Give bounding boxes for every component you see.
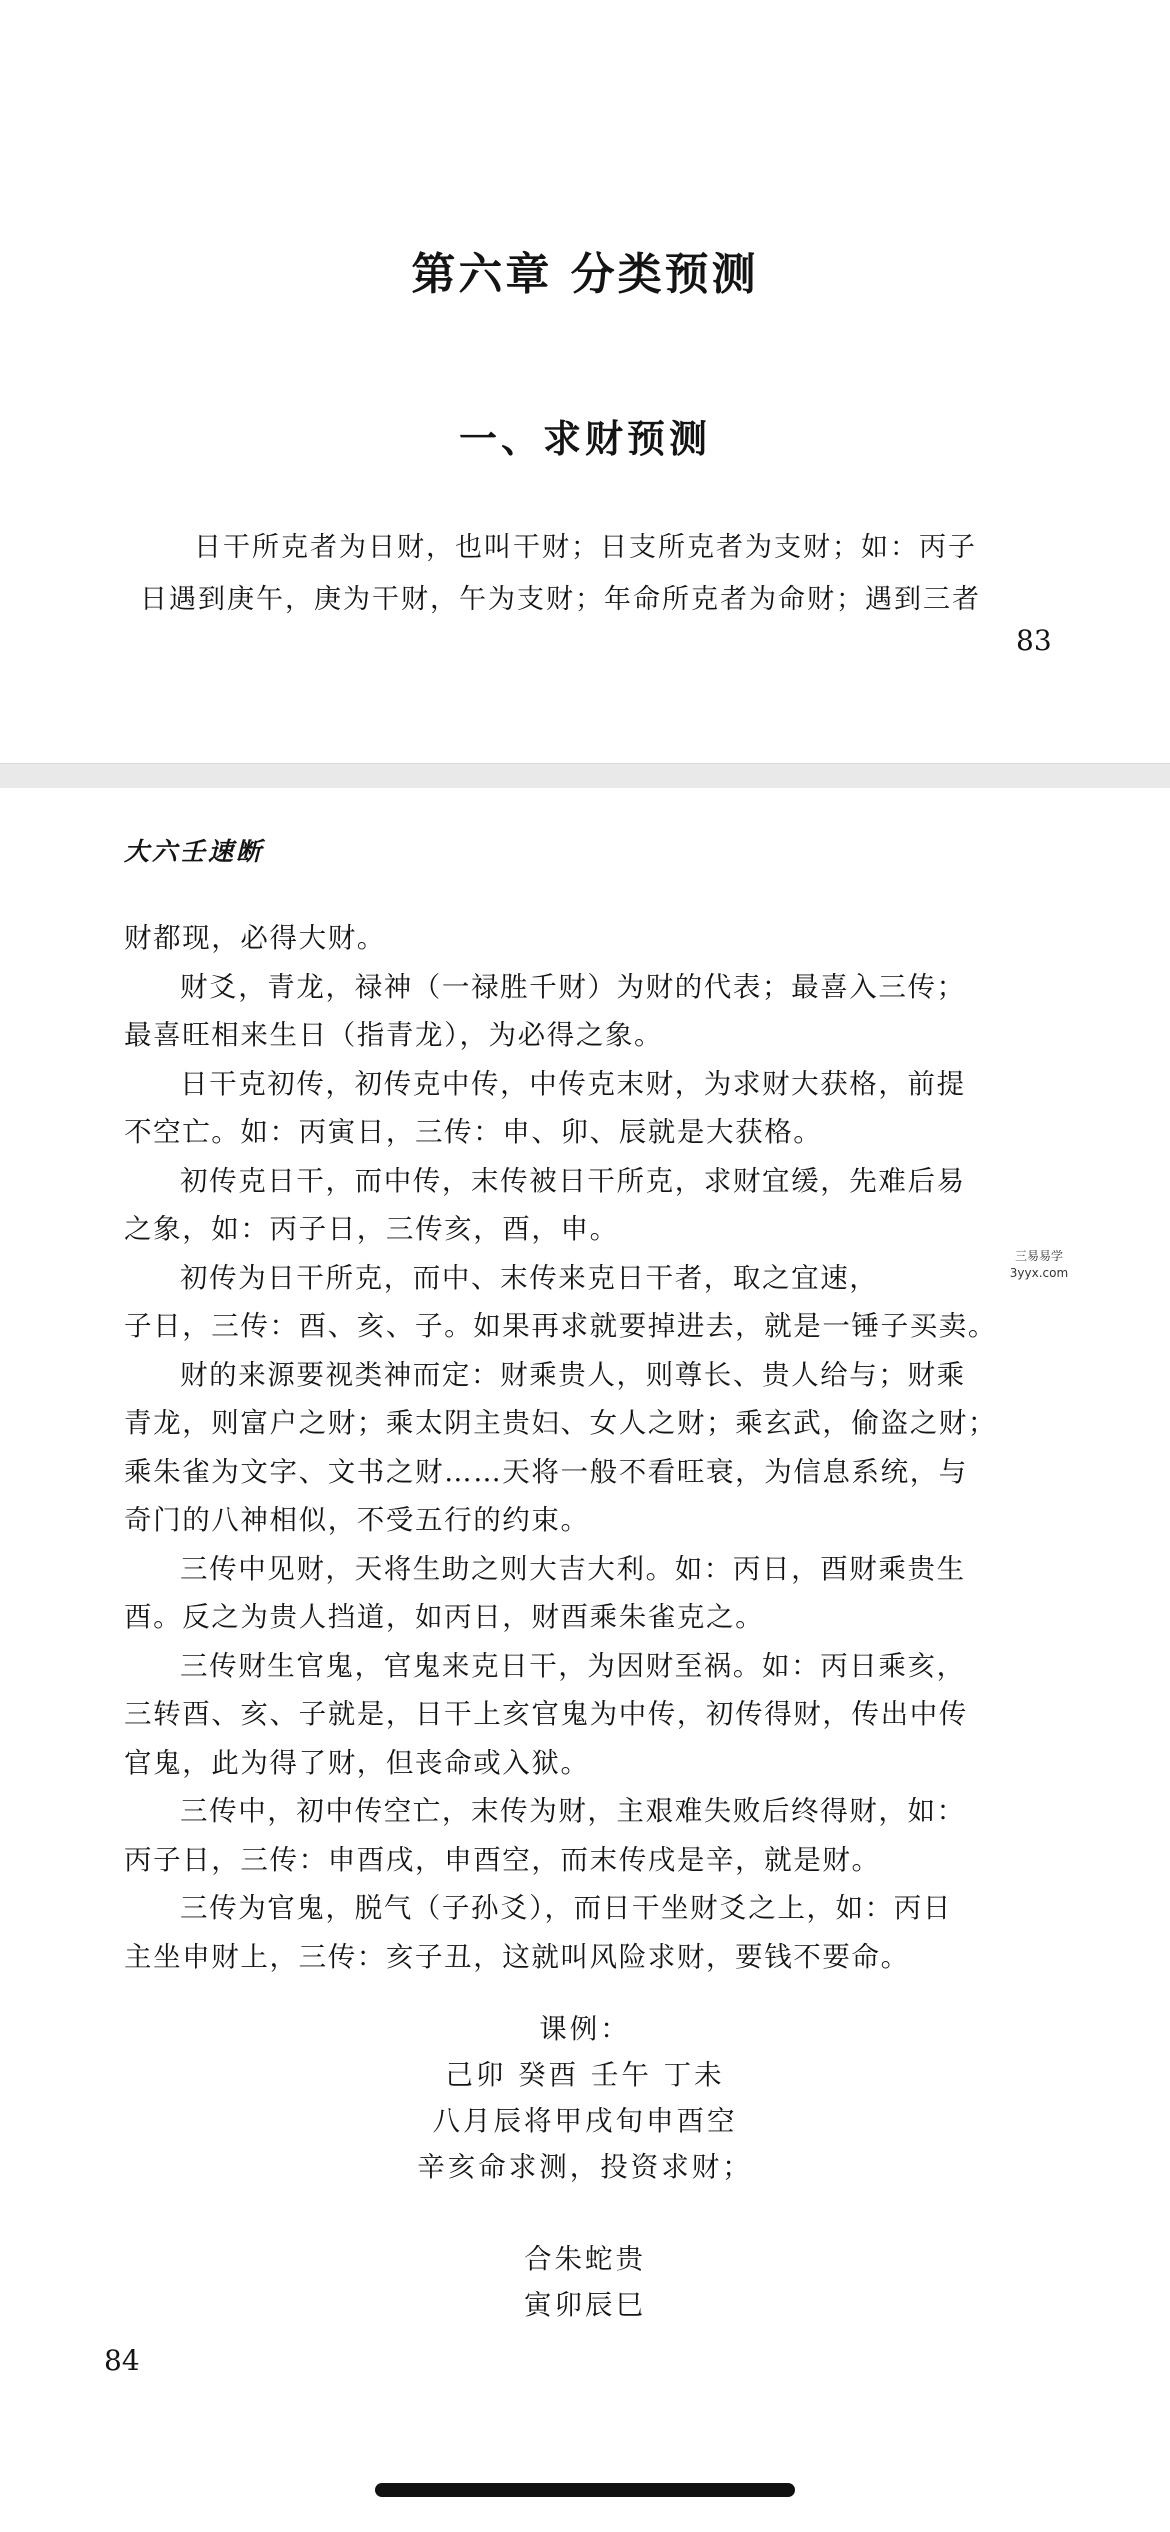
body-line: 最喜旺相来生日（指青龙），为必得之象。 bbox=[124, 1019, 664, 1051]
watermark-line: 3yyx.com bbox=[1009, 1266, 1069, 1280]
body-line: 初传为日干所克，而中、末传来克日干者，取之宜速， bbox=[180, 1261, 879, 1294]
page-number: 83 bbox=[1016, 624, 1052, 657]
body-text bbox=[124, 914, 1044, 1981]
body-line: 日干克初传，初传克中传，中传克末财，为求财大获格，前提 bbox=[180, 1067, 966, 1100]
example-line: 己卯 癸酉 壬午 丁未 bbox=[445, 2059, 725, 2091]
body-line: 主坐申财上，三传：亥子丑，这就叫风险求财，要钱不要命。 bbox=[124, 1940, 910, 1973]
example-line: 辛亥命求测，投资求财； bbox=[417, 2151, 753, 2183]
home-indicator[interactable] bbox=[375, 2483, 795, 2497]
body-line: 财的来源要视类神而定：财乘贵人，则尊长、贵人给与；财乘 bbox=[180, 1358, 966, 1391]
body-line: 不空亡。如：丙寅日，三传：申、卯、辰就是大获格。 bbox=[124, 1116, 823, 1148]
body-line: 青龙，则富户之财；乘太阴主贵妇、女人之财；乘玄武，偷盗之财； bbox=[124, 1407, 997, 1439]
example-line: 课例： bbox=[539, 2013, 631, 2045]
example-block bbox=[0, 2006, 1170, 2328]
chapter-title: 第六章 分类预测 bbox=[411, 249, 759, 300]
body-line: 之象，如：丙子日，三传亥，酉，申。 bbox=[124, 1213, 619, 1245]
body-line: 子日，三传：酉、亥、子。如果再求就要掉进去，就是一锤子买卖。 bbox=[124, 1310, 997, 1342]
body-line: 官鬼，此为得了财，但丧命或入狱。 bbox=[124, 1746, 590, 1779]
body-line: 丙子日，三传：申酉戌，申酉空，而末传戌是辛，就是财。 bbox=[124, 1843, 881, 1876]
example-line: 寅卯辰巳 bbox=[524, 2289, 646, 2321]
paragraph-line: 日遇到庚午，庚为干财，午为支财；年命所克者为命财；遇到三者 bbox=[140, 584, 981, 615]
example-line: 合朱蛇贵 bbox=[524, 2243, 646, 2275]
paragraph-line: 日干所克者为日财，也叫干财；日支所克者为支财；如：丙子 bbox=[194, 532, 977, 563]
book-page-83 bbox=[0, 0, 1170, 764]
body-line: 三传中，初中传空亡，末传为财，主艰难失败后终得财，如： bbox=[180, 1795, 966, 1827]
example-line: 八月辰将甲戌旬申酉空 bbox=[432, 2105, 738, 2137]
body-line: 三传中见财，天将生助之则大吉大利。如：丙日，酉财乘贵生 bbox=[180, 1552, 966, 1585]
body-line: 酉。反之为贵人挡道，如丙日，财酉乘朱雀克之。 bbox=[124, 1601, 765, 1633]
body-line: 财爻，青龙，禄神（一禄胜千财）为财的代表；最喜入三传； bbox=[180, 970, 966, 1003]
intro-paragraph bbox=[140, 522, 1040, 626]
body-line: 奇门的八神相似，不受五行的约束。 bbox=[124, 1504, 590, 1536]
book-page-84 bbox=[0, 788, 1170, 2532]
body-line: 三传财生官鬼，官鬼来克日干，为因财至祸。如：丙日乘亥， bbox=[180, 1649, 966, 1682]
section-title: 一、求财预测 bbox=[458, 417, 711, 461]
watermark-line: 三易易学 bbox=[1014, 1249, 1063, 1263]
page-number: 84 bbox=[104, 2344, 140, 2377]
body-line: 三传为官鬼，脱气（子孙爻），而日干坐财爻之上，如：丙日 bbox=[180, 1892, 952, 1924]
body-line: 财都现，必得大财。 bbox=[124, 922, 386, 954]
example-line bbox=[0, 2190, 1170, 2236]
body-line: 初传克日干，而中传，末传被日干所克，求财宜缓，先难后易 bbox=[180, 1164, 966, 1197]
watermark bbox=[1002, 1248, 1076, 1282]
body-line: 乘朱雀为文字、文书之财……天将一般不看旺衰，为信息系统，与 bbox=[124, 1455, 968, 1488]
body-line: 三转酉、亥、子就是，日干上亥官鬼为中传，初传得财，传出中传 bbox=[124, 1698, 968, 1730]
running-head: 大六壬速断 bbox=[124, 837, 265, 866]
